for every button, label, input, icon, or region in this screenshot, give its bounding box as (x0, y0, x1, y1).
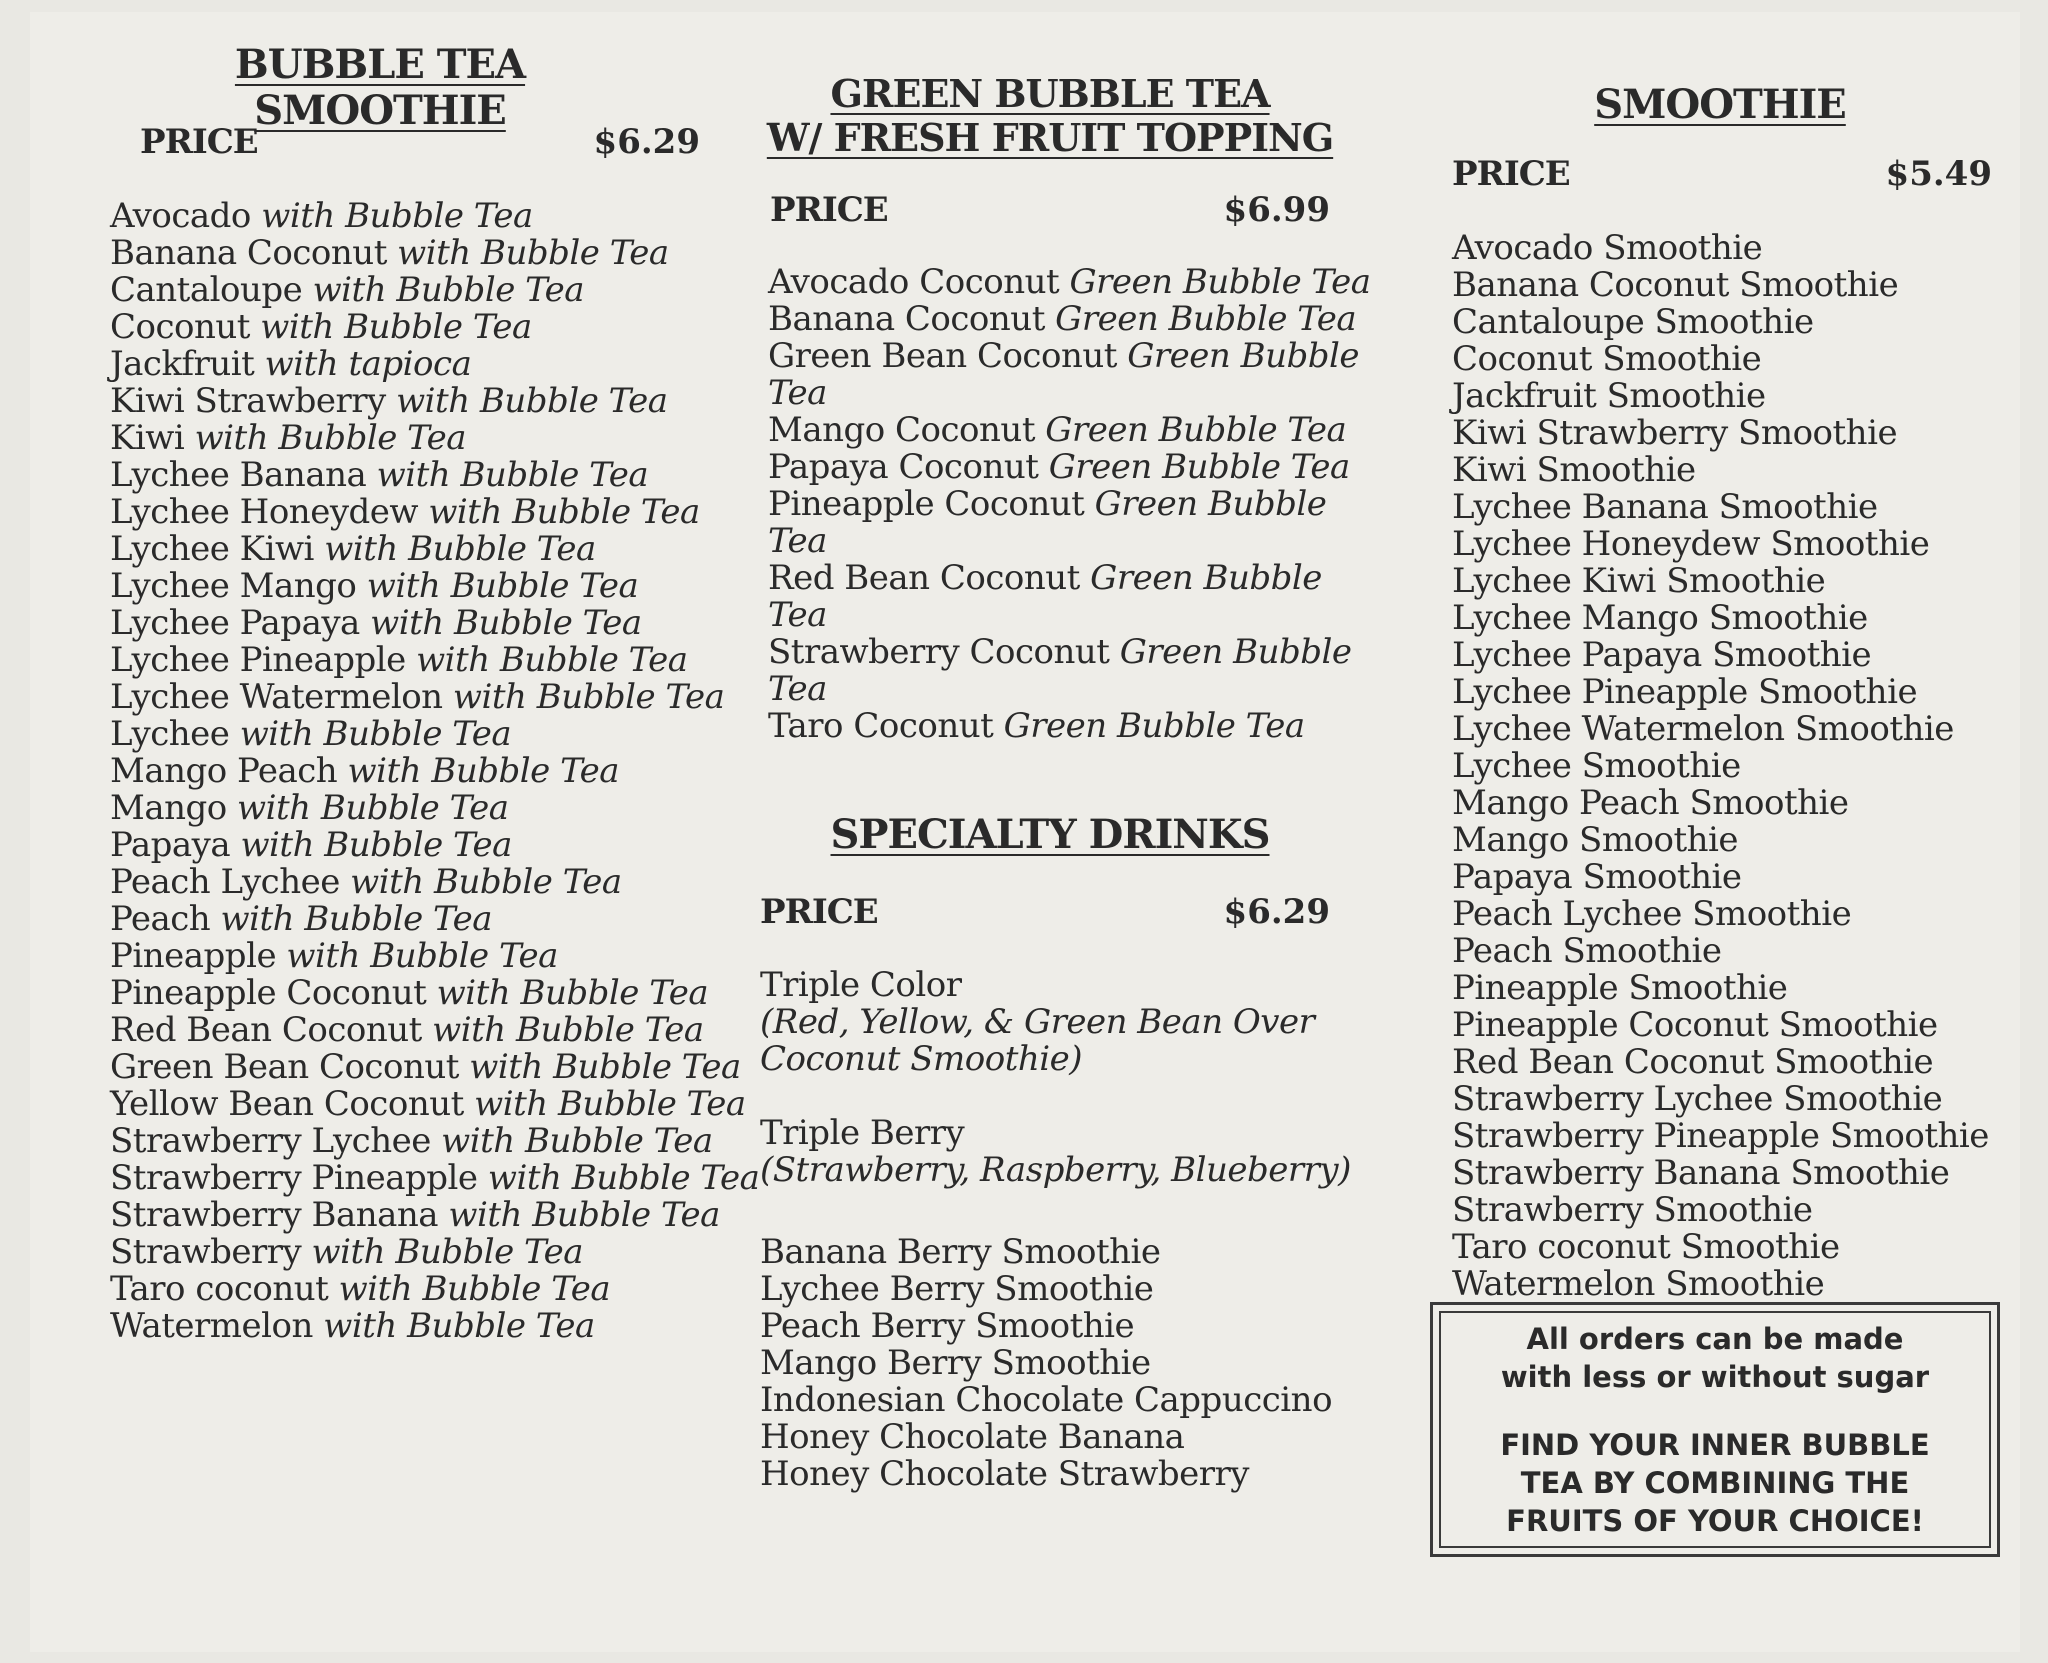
list-item: Peach Smoothie (1452, 931, 1722, 971)
section-title: SPECIALTY DRINKS (830, 811, 1270, 858)
specialty-featured-list (760, 967, 1400, 1078)
list-item: Peach Berry Smoothie (760, 1306, 1135, 1346)
list-item (110, 864, 760, 901)
item-suffix: with Bubble Tea (338, 1269, 611, 1309)
price-value: $6.29 (593, 122, 700, 162)
list-item (768, 634, 1388, 708)
item-suffix: with Bubble Tea (239, 714, 512, 754)
notice-box (1430, 1302, 2000, 1557)
item-suffix: with Bubble Tea (312, 270, 585, 310)
price-row (1452, 154, 1992, 194)
notice-line: FIND YOUR INNER BUBBLE (1500, 1427, 1930, 1462)
list-item (768, 560, 1388, 634)
list-item-desc: (Red, Yellow, & Green Bean Over (760, 1002, 1315, 1042)
list-item: Lychee Berry Smoothie (760, 1269, 1154, 1309)
list-item-desc: (Strawberry, Raspberry, Blueberry) (760, 1150, 1351, 1190)
item-name: Lychee Banana (110, 455, 367, 495)
item-name: Watermelon (110, 1306, 313, 1346)
item-suffix: with Bubble Tea (376, 455, 649, 495)
list-item (110, 938, 760, 975)
item-name: Jackfruit (110, 344, 255, 384)
price-row (770, 190, 1330, 230)
list-item: Lychee Mango Smoothie (1452, 598, 1868, 638)
list-item (110, 235, 760, 272)
list-item (110, 457, 760, 494)
list-item (110, 1160, 760, 1197)
list-item: Lychee Kiwi Smoothie (1452, 561, 1826, 601)
item-name: Mango Peach (110, 751, 338, 791)
list-item (768, 449, 1388, 486)
item-name: Lychee Mango (110, 566, 357, 606)
list-item: Kiwi Strawberry Smoothie (1452, 413, 1898, 453)
list-item: Indonesian Chocolate Cappuccino (760, 1380, 1333, 1420)
list-item (110, 716, 760, 753)
item-suffix: with Bubble Tea (370, 603, 642, 643)
item-suffix: with Bubble Tea (487, 1158, 760, 1198)
item-suffix: with Bubble Tea (324, 529, 596, 569)
item-suffix: with Bubble Tea (469, 1047, 741, 1087)
item-suffix: with Bubble Tea (441, 1121, 713, 1161)
item-name: Kiwi (110, 418, 185, 458)
item-name: Lychee (110, 714, 230, 754)
list-item (110, 753, 760, 790)
item-suffix: Green Bubble Tea (1003, 706, 1305, 746)
list-item: Lychee Papaya Smoothie (1452, 635, 1872, 675)
list-item: Banana Berry Smoothie (760, 1232, 1161, 1272)
item-suffix: Green Bubble Tea (768, 558, 1322, 635)
item-suffix: with Bubble Tea (436, 973, 709, 1013)
list-item (110, 346, 760, 383)
item-suffix: with Bubble Tea (397, 233, 669, 273)
list-item (110, 383, 760, 420)
item-name: Coconut (110, 307, 250, 347)
list-item: Strawberry Lychee Smoothie (1452, 1079, 1943, 1119)
item-name: Peach Lychee (110, 862, 340, 902)
list-item: Coconut Smoothie (1452, 339, 1762, 379)
item-name: Lychee Kiwi (110, 529, 314, 569)
list-item (110, 605, 760, 642)
price-label: PRICE (140, 122, 258, 162)
price-value: $5.49 (1885, 154, 1992, 194)
list-item (110, 901, 760, 938)
item-name: Strawberry Banana (110, 1195, 439, 1235)
item-name: Taro Coconut (768, 706, 994, 746)
notice-line: TEA BY COMBINING THE (1520, 1465, 1910, 1500)
list-item: Lychee Pineapple Smoothie (1452, 672, 1918, 712)
item-suffix: with Bubble Tea (237, 788, 509, 828)
notice-line: All orders can be made (1526, 1321, 1904, 1356)
green-bubble-tea-list (768, 264, 1388, 745)
item-suffix: with Bubble Tea (432, 1010, 704, 1050)
list-item: Avocado Smoothie (1452, 228, 1763, 268)
item-name: Pineapple Coconut (768, 484, 1085, 524)
list-item (110, 1012, 760, 1049)
item-suffix: with Bubble Tea (286, 936, 558, 976)
list-item (768, 301, 1388, 338)
item-name: Strawberry Lychee (110, 1121, 431, 1161)
list-item (768, 708, 1388, 745)
item-suffix: with Bubble Tea (416, 640, 688, 680)
item-name: Mango Coconut (768, 410, 1035, 450)
item-suffix: with Bubble Tea (347, 751, 620, 791)
item-suffix: with Bubble Tea (428, 492, 700, 532)
list-item (110, 642, 760, 679)
list-item: Papaya Smoothie (1452, 857, 1742, 897)
item-suffix: Green Bubble Tea (1048, 447, 1350, 487)
list-item: Strawberry Banana Smoothie (1452, 1153, 1950, 1193)
list-item (110, 568, 760, 605)
item-suffix: with Bubble Tea (448, 1195, 720, 1235)
list-item: Lychee Smoothie (1452, 746, 1741, 786)
list-item (768, 338, 1388, 412)
list-item (110, 198, 760, 235)
item-name: Green Bean Coconut (768, 336, 1117, 376)
item-name: Peach (110, 899, 211, 939)
item-name: Taro coconut (110, 1269, 329, 1309)
section-title (760, 72, 1340, 160)
list-item: Strawberry Pineapple Smoothie (1452, 1116, 1989, 1156)
list-item: Cantaloupe Smoothie (1452, 302, 1814, 342)
item-name: Papaya (110, 825, 231, 865)
list-item-desc: Coconut Smoothie) (760, 1039, 1083, 1079)
list-item: Triple Berry (760, 1113, 965, 1153)
section-title: SMOOTHIE (1594, 81, 1846, 128)
list-item (768, 486, 1388, 560)
list-item: Triple Color (760, 965, 962, 1005)
item-name: Red Bean Coconut (110, 1010, 422, 1050)
price-label: PRICE (1452, 154, 1570, 194)
price-label: PRICE (770, 190, 888, 230)
item-suffix: with Bubble Tea (220, 899, 492, 939)
list-item: Strawberry Smoothie (1452, 1190, 1813, 1230)
item-name: Cantaloupe (110, 270, 303, 310)
list-item (110, 1049, 760, 1086)
notice-line: with less or without sugar (1500, 1359, 1930, 1394)
list-item: Jackfruit Smoothie (1452, 376, 1766, 416)
list-item (110, 494, 760, 531)
list-item (768, 412, 1388, 449)
item-suffix: with tapioca (264, 344, 472, 384)
item-name: Strawberry (110, 1232, 302, 1272)
list-item: Kiwi Smoothie (1452, 450, 1696, 490)
list-item (110, 531, 760, 568)
list-item (110, 1123, 760, 1160)
item-name: Pineapple (110, 936, 277, 976)
item-name: Avocado (110, 196, 251, 236)
notice-line: FRUITS OF YOUR CHOICE! (1506, 1503, 1924, 1538)
item-suffix: with Bubble Tea (396, 381, 668, 421)
list-item (110, 1197, 760, 1234)
title-line-1: GREEN BUBBLE TEA (830, 71, 1270, 116)
item-name: Banana Coconut (110, 233, 387, 273)
item-name: Lychee Pineapple (110, 640, 406, 680)
item-suffix: with Bubble Tea (311, 1232, 583, 1272)
list-item (110, 1271, 760, 1308)
item-name: Papaya Coconut (768, 447, 1039, 487)
list-item: Taro coconut Smoothie (1452, 1227, 1840, 1267)
item-suffix: Green Bubble Tea (768, 484, 1327, 561)
list-item (110, 827, 760, 864)
item-suffix: Green Bubble Tea (1055, 299, 1357, 339)
list-item (110, 1308, 760, 1345)
list-item (110, 679, 760, 716)
item-name: Mango (110, 788, 227, 828)
specialty-drinks-list (760, 1234, 1400, 1493)
list-item: Mango Peach Smoothie (1452, 783, 1849, 823)
list-item: Lychee Honeydew Smoothie (1452, 524, 1930, 564)
list-item (110, 790, 760, 827)
list-item (110, 420, 760, 457)
smoothie-list (1452, 230, 2012, 1303)
item-name: Kiwi Strawberry (110, 381, 386, 421)
price-label: PRICE (760, 892, 878, 932)
item-name: Green Bean Coconut (110, 1047, 459, 1087)
list-item: Honey Chocolate Strawberry (760, 1454, 1249, 1494)
item-suffix: with Bubble Tea (194, 418, 467, 458)
bubble-tea-smoothie-list (110, 198, 760, 1345)
item-name: Red Bean Coconut (768, 558, 1080, 598)
list-item (110, 975, 760, 1012)
list-item (110, 272, 760, 309)
item-suffix: with Bubble Tea (240, 825, 512, 865)
list-item (110, 309, 760, 346)
item-suffix: with Bubble Tea (366, 566, 639, 606)
item-suffix: Green Bubble Tea (768, 632, 1352, 709)
list-item (110, 1086, 760, 1123)
item-suffix: with Bubble Tea (260, 307, 532, 347)
item-name: Lychee Watermelon (110, 677, 443, 717)
item-suffix: with Bubble Tea (452, 677, 725, 717)
price-row (140, 122, 700, 162)
section-title: BUBBLE TEA SMOOTHIE (234, 41, 526, 134)
menu-page (30, 12, 2020, 1652)
notice-box-inner (1439, 1311, 1991, 1548)
item-name: Lychee Honeydew (110, 492, 419, 532)
item-suffix: Green Bubble Tea (768, 336, 1359, 413)
specialty-berry-list (760, 1115, 1400, 1189)
price-value: $6.99 (1223, 190, 1330, 230)
item-name: Avocado Coconut (768, 262, 1060, 302)
list-item (768, 264, 1388, 301)
item-name: Pineapple Coconut (110, 973, 427, 1013)
item-suffix: with Bubble Tea (474, 1084, 746, 1124)
list-item: Lychee Banana Smoothie (1452, 487, 1878, 527)
list-item: Peach Lychee Smoothie (1452, 894, 1852, 934)
item-suffix: Green Bubble Tea (1045, 410, 1347, 450)
list-item: Mango Berry Smoothie (760, 1343, 1151, 1383)
item-suffix: with Bubble Tea (261, 196, 533, 236)
list-item: Pineapple Coconut Smoothie (1452, 1005, 1938, 1045)
list-item (110, 1234, 760, 1271)
item-name: Lychee Papaya (110, 603, 360, 643)
list-item: Lychee Watermelon Smoothie (1452, 709, 1954, 749)
list-item: Honey Chocolate Banana (760, 1417, 1185, 1457)
item-name: Yellow Bean Coconut (110, 1084, 464, 1124)
item-name: Strawberry Pineapple (110, 1158, 478, 1198)
title-line-2: W/ FRESH FRUIT TOPPING (766, 115, 1334, 160)
price-value: $6.29 (1223, 892, 1330, 932)
list-item: Banana Coconut Smoothie (1452, 265, 1899, 305)
item-name: Banana Coconut (768, 299, 1045, 339)
list-item: Pineapple Smoothie (1452, 968, 1788, 1008)
list-item: Watermelon Smoothie (1452, 1264, 1825, 1304)
list-item: Red Bean Coconut Smoothie (1452, 1042, 1934, 1082)
item-suffix: with Bubble Tea (350, 862, 622, 902)
item-suffix: with Bubble Tea (323, 1306, 595, 1346)
list-item: Mango Smoothie (1452, 820, 1739, 860)
price-row (760, 892, 1330, 932)
item-name: Strawberry Coconut (768, 632, 1110, 672)
item-suffix: Green Bubble Tea (1069, 262, 1371, 302)
